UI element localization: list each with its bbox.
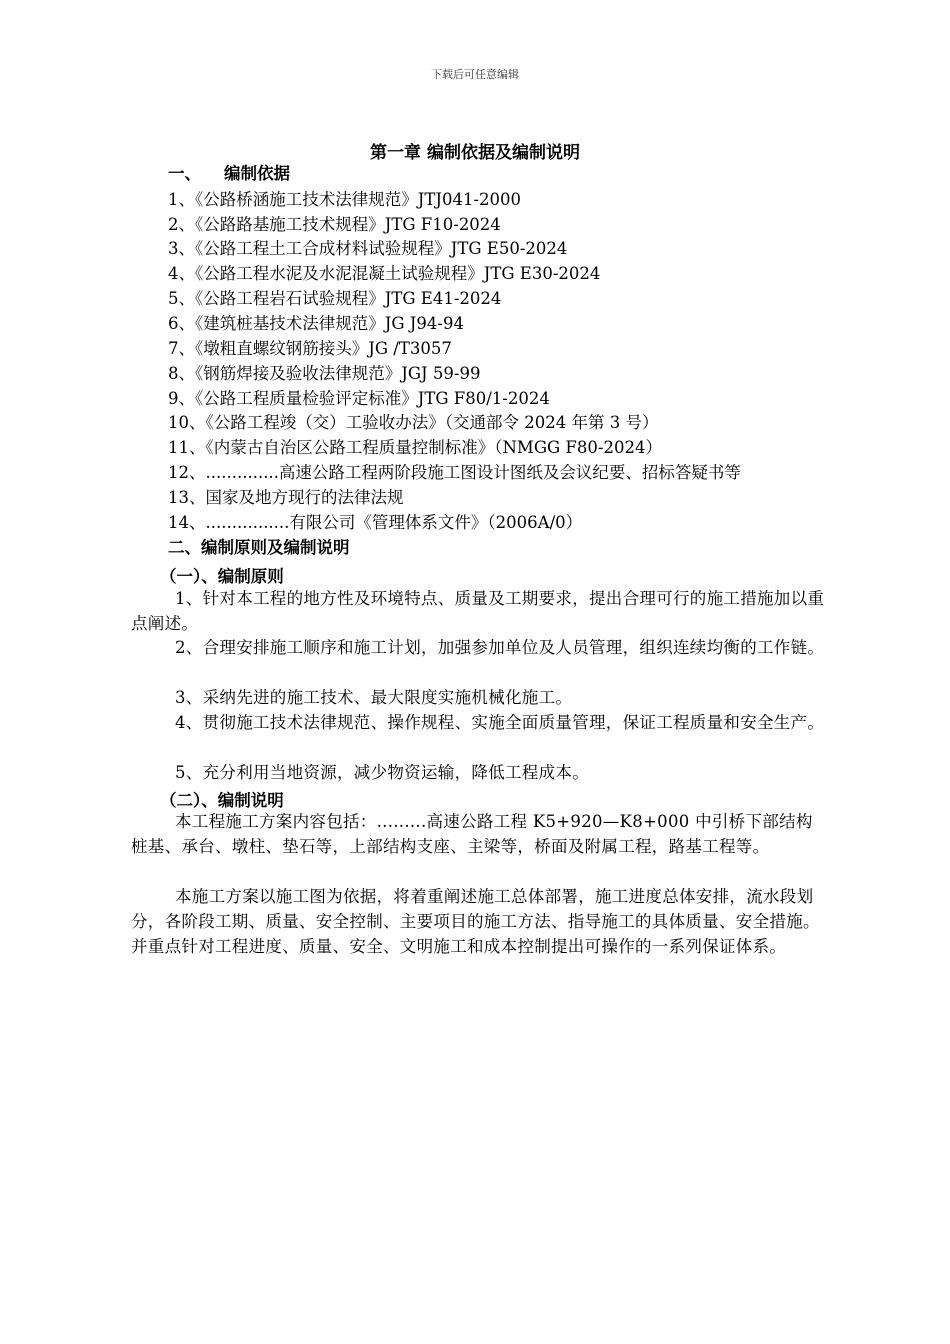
principle-paragraph: 4、贯彻施工技术法律规范、操作规程、实施全面质量管理，保证工程质量和安全生产。 <box>175 713 825 732</box>
principle-paragraph: 1、针对本工程的地方性及环境特点、质量及工期要求，提出合理可行的施工措施加以重点阐述。 <box>131 589 825 633</box>
principle-paragraph: 3、采纳先进的施工技术、最大限度实施机械化施工。 <box>175 688 573 707</box>
reference-item: 7、《墩粗直螺纹钢筋接头》JG /T3057 <box>168 339 452 358</box>
explanation-paragraph: 本施工方案以施工图为依据，将着重阐述施工总体部署，施工进度总体安排，流水段划分，各阶段工期、质量、安全控制、主要项目的施工方法、指导施工的具体质量、安全措施。并重点针对工程进度、质量、安全、文明施工和成本控制提出可操作的一系列保证体系。 <box>131 887 820 956</box>
reference-item: 3、《公路工程土工合成材料试验规程》JTG E50-2024 <box>168 239 568 258</box>
reference-item: 14、................有限公司《管理体系文件》（2006A/0） <box>168 513 583 532</box>
reference-item: 12、..............高速公路工程两阶段施工图设计图纸及会议纪要、招标答疑书等 <box>168 463 741 482</box>
explanation-paragraph: 本工程施工方案内容包括：.........高速公路工程 K5+920—K8+000 中引桥下部结构桩基、承台、墩柱、垫石等，上部结构支座、主梁等，桥面及附属工程，路基工程等。 <box>131 812 813 856</box>
reference-item: 6、《建筑桩基技术法律规范》JG J94-94 <box>168 314 464 333</box>
principle-paragraph: 5、充分利用当地资源，减少物资运输，降低工程成本。 <box>175 763 589 782</box>
reference-item: 8、《钢筋焊接及验收法律规范》JGJ 59-99 <box>168 364 481 383</box>
section1-heading: 一、 编制依据 <box>168 164 290 183</box>
subsection-heading-explanation: （二）、编制说明 <box>160 791 284 810</box>
reference-item: 2、《公路路基施工技术规程》JTG F10-2024 <box>168 215 501 234</box>
reference-item: 11、《内蒙古自治区公路工程质量控制标准》（NMGG F80-2024） <box>168 438 662 457</box>
reference-item: 13、国家及地方现行的法律法规 <box>168 488 404 507</box>
reference-item: 1、《公路桥涵施工技术法律规范》JTJ041-2000 <box>168 190 522 209</box>
subsection-heading-principles: （一）、编制原则 <box>160 567 284 586</box>
reference-item: 10、《公路工程竣（交）工验收办法》（交通部令 2024 年第 3 号） <box>168 413 659 432</box>
reference-item: 4、《公路工程水泥及水泥混凝土试验规程》JTG E30-2024 <box>168 264 601 283</box>
reference-item: 9、《公路工程质量检验评定标准》JTG F80/1-2024 <box>168 389 550 408</box>
section2-heading: 二、编制原则及编制说明 <box>168 538 350 557</box>
principle-paragraph: 2、合理安排施工顺序和施工计划，加强参加单位及人员管理，组织连续均衡的工作链。 <box>175 638 825 657</box>
chapter-title: 第一章 编制依据及编制说明 <box>370 143 580 163</box>
header-note: 下载后可任意编辑 <box>431 68 519 81</box>
reference-item: 5、《公路工程岩石试验规程》JTG E41-2024 <box>168 289 502 308</box>
